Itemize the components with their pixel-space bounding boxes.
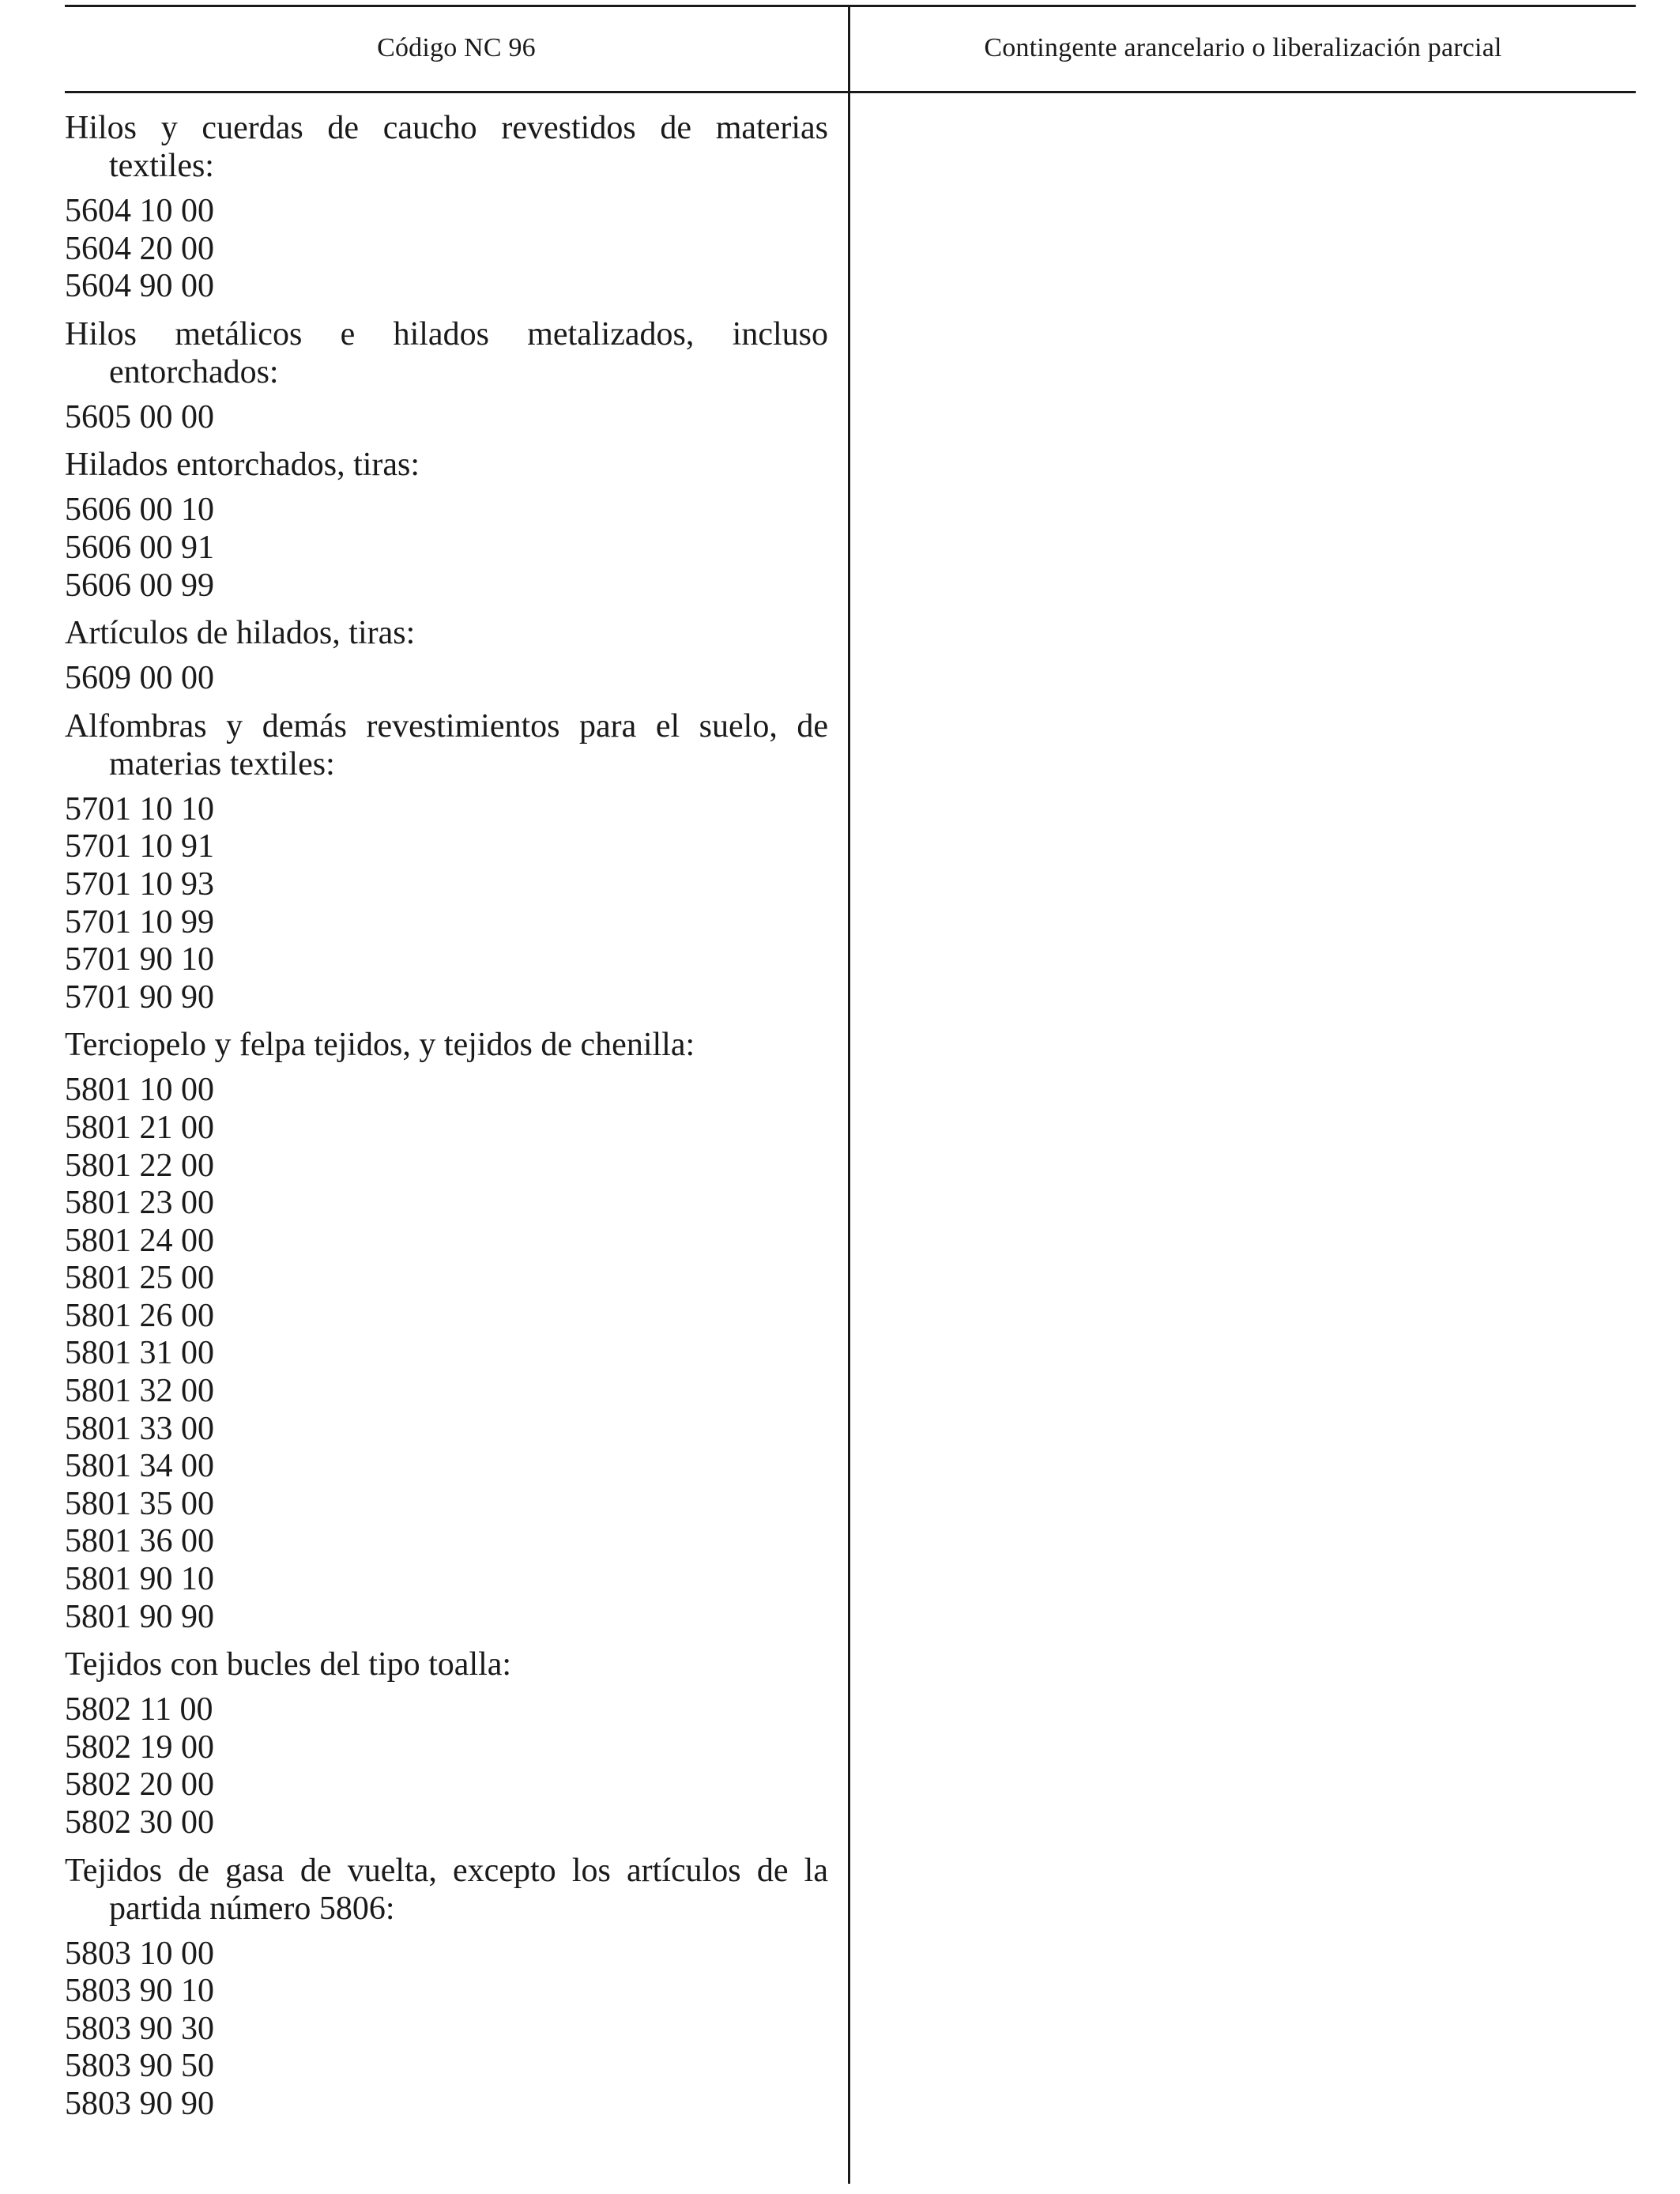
product-group (65, 707, 828, 1017)
nc-code: 5701 10 93 (65, 865, 214, 903)
nc-code: 5801 23 00 (65, 1185, 214, 1222)
nc-code: 5701 10 10 (65, 790, 214, 827)
nc-code: 5802 11 00 (65, 1691, 213, 1728)
group-title: Artículos de hilados, tiras: (65, 615, 416, 652)
header-quota-column: Contingente arancelario o liberalización parcial (984, 32, 1502, 62)
nc-code: 5801 90 90 (65, 1598, 214, 1635)
nc-code: 5803 90 30 (65, 2010, 214, 2047)
nc-code: 5606 00 91 (65, 529, 214, 566)
code-list (65, 109, 828, 2133)
group-title: Hilados entorchados, tiras: (65, 447, 420, 484)
product-group (65, 315, 828, 437)
nc-code: 5801 36 00 (65, 1523, 214, 1560)
nc-code: 5801 26 00 (65, 1297, 214, 1334)
nc-code: 5802 30 00 (65, 1804, 214, 1841)
nc-code: 5801 22 00 (65, 1147, 214, 1184)
product-group (65, 109, 828, 306)
nc-code: 5803 90 90 (65, 2085, 214, 2122)
product-group (65, 1852, 828, 2124)
nc-code: 5801 21 00 (65, 1109, 214, 1146)
nc-code: 5801 25 00 (65, 1260, 214, 1297)
product-group (65, 614, 828, 698)
group-title: Tejidos de gasa de vuelta, excepto los artículos de la partida número 5806: (65, 1852, 828, 1927)
group-title: Alfombras y demás revestimientos para el suelo, de materias textiles: (65, 707, 828, 782)
nc-code: 5801 35 00 (65, 1485, 214, 1522)
nc-code: 5803 90 50 (65, 2048, 214, 2085)
nc-code: 5801 34 00 (65, 1448, 214, 1485)
nc-code: 5605 00 00 (65, 398, 214, 435)
document-page (65, 0, 1636, 2194)
nc-code: 5802 19 00 (65, 1728, 214, 1766)
nc-code: 5701 10 91 (65, 828, 214, 865)
nc-code: 5701 10 99 (65, 903, 214, 941)
nc-code: 5801 33 00 (65, 1410, 214, 1447)
nc-code: 5609 00 00 (65, 660, 214, 697)
group-title: Hilos y cuerdas de caucho revestidos de materias textiles: (65, 110, 828, 184)
group-title: Terciopelo y felpa tejidos, y tejidos de chenilla: (65, 1027, 695, 1064)
nc-code: 5801 32 00 (65, 1373, 214, 1410)
product-group (65, 1026, 828, 1636)
nc-code: 5802 20 00 (65, 1766, 214, 1804)
group-title: Hilos metálicos e hilados metalizados, incluso entorchados: (65, 315, 828, 390)
nc-code: 5801 31 00 (65, 1335, 214, 1372)
group-title: Tejidos con bucles del tipo toalla: (65, 1646, 512, 1683)
nc-code: 5803 10 00 (65, 1935, 214, 1972)
nc-code: 5801 10 00 (65, 1072, 214, 1109)
column-divider (848, 5, 850, 2184)
nc-code: 5604 10 00 (65, 193, 214, 229)
nc-code: 5604 20 00 (65, 230, 214, 267)
nc-code: 5801 24 00 (65, 1222, 214, 1259)
nc-code: 5604 90 00 (65, 268, 214, 305)
nc-code: 5803 90 10 (65, 1973, 214, 2010)
nc-code: 5801 90 10 (65, 1561, 214, 1598)
nc-code: 5701 90 90 (65, 978, 214, 1016)
nc-code: 5701 90 10 (65, 941, 214, 978)
nc-code: 5606 00 10 (65, 492, 214, 529)
product-group (65, 446, 828, 605)
table-header-rule (65, 91, 1636, 93)
product-group (65, 1646, 828, 1842)
nc-code: 5606 00 99 (65, 567, 214, 604)
header-code-column: Código NC 96 (377, 32, 536, 62)
